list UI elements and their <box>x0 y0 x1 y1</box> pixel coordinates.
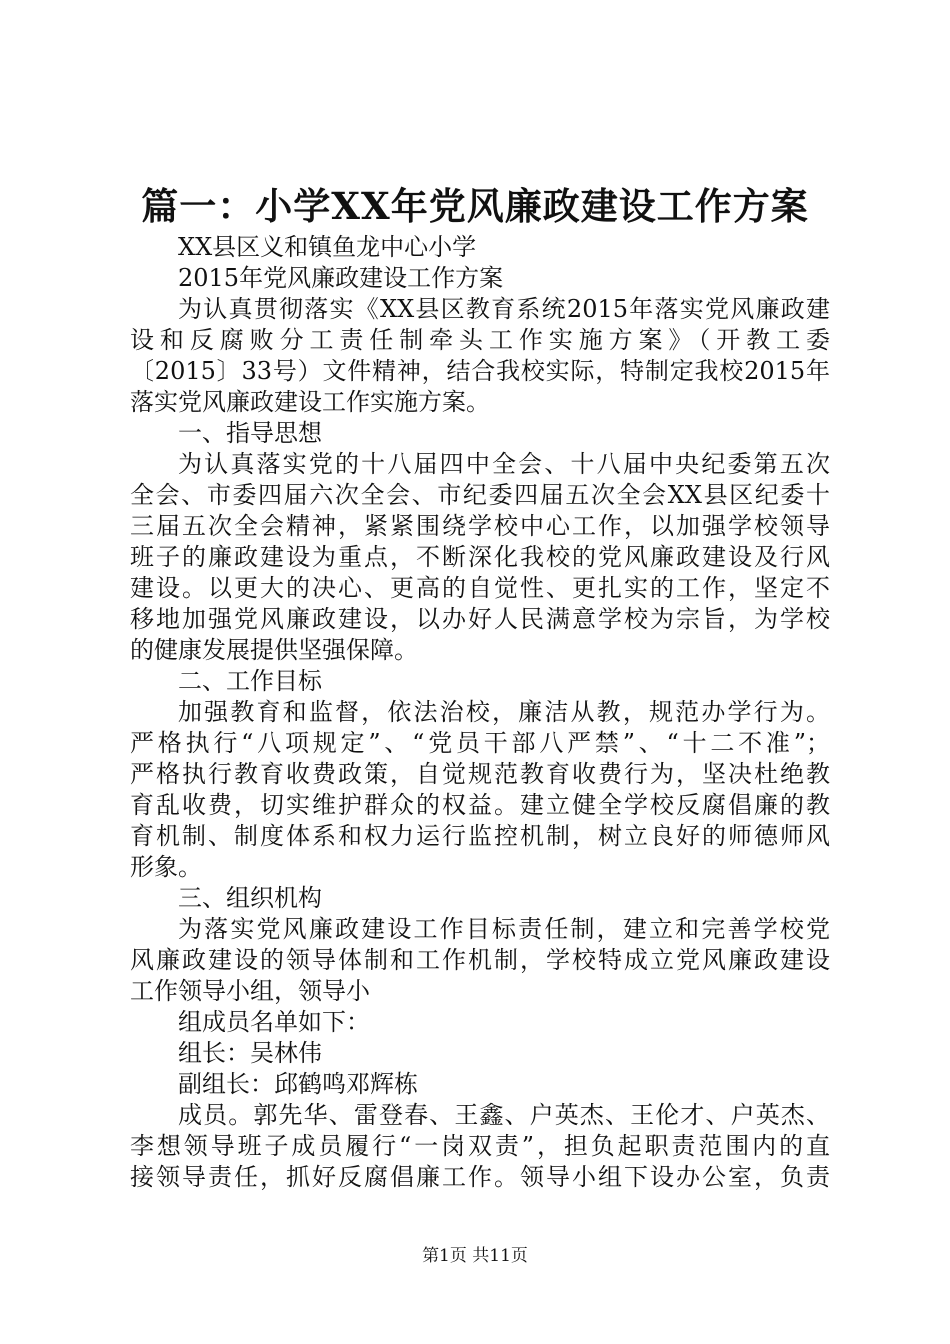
paragraph-line: 移地加强党风廉政建设，以办好人民满意学校为宗旨，为学校 <box>130 605 830 633</box>
document-title: 篇一：小学XX年党风廉政建设工作方案 <box>141 184 809 228</box>
paragraph-line: 班子的廉政建设为重点，不断深化我校的党风廉政建设及行风 <box>130 543 830 571</box>
paragraph-line: 建设。以更大的决心、更高的自觉性、更扎实的工作，坚定不 <box>130 574 830 602</box>
paragraph-line: 接领导责任，抓好反腐倡廉工作。领导小组下设办公室，负责 <box>130 1163 830 1191</box>
paragraph-line: 严格执行教育收费政策，自觉规范教育收费行为，坚决杜绝教 <box>130 760 830 788</box>
paragraph-line: 工作领导小组，领导小 <box>130 977 370 1005</box>
paragraph-line: 〔2015〕33号）文件精神，结合我校实际，特制定我校2015年 <box>130 357 830 385</box>
section-heading: 二、工作目标 <box>178 667 322 695</box>
paragraph-line: 落实党风廉政建设工作实施方案。 <box>130 388 490 416</box>
section-heading: 三、组织机构 <box>178 884 322 912</box>
document-body <box>130 232 830 1193</box>
deputy-leader-line: 副组长：邱鹤鸣邓辉栋 <box>178 1070 418 1098</box>
leader-line: 组长：吴林伟 <box>178 1039 322 1067</box>
paragraph-line: 加强教育和监督，依法治校，廉洁从教，规范办学行为。 <box>178 698 830 726</box>
paragraph-line: 组成员名单如下： <box>178 1008 370 1036</box>
paragraph-line: 育乱收费，切实维护群众的权益。建立健全学校反腐倡廉的教 <box>130 791 830 819</box>
paragraph-line: 为认真落实党的十八届四中全会、十八届中央纪委第五次 <box>178 450 830 478</box>
paragraph-line: 为认真贯彻落实《XX县区教育系统2015年落实党风廉政建 <box>178 295 830 323</box>
members-line: 成员。郭先华、雷登春、王鑫、户英杰、王伦才、户英杰、 <box>178 1101 830 1129</box>
paragraph-line: 全会、市委四届六次全会、市纪委四届五次全会XX县区纪委十 <box>130 481 830 509</box>
plan-title-line: 2015年党风廉政建设工作方案 <box>178 264 504 292</box>
paragraph-line: 形象。 <box>130 853 202 881</box>
paragraph-line: 设和反腐败分工责任制牵头工作实施方案》（开教工委 <box>130 326 830 354</box>
paragraph-line: 育机制、制度体系和权力运行监控机制，树立良好的师德师风 <box>130 822 830 850</box>
paragraph-line: 三届五次全会精神，紧紧围绕学校中心工作，以加强学校领导 <box>130 512 830 540</box>
paragraph-line: 李想领导班子成员履行“一岗双责”，担负起职责范围内的直 <box>130 1132 830 1160</box>
paragraph-line: 风廉政建设的领导体制和工作机制，学校特成立党风廉政建设 <box>130 946 830 974</box>
section-heading: 一、指导思想 <box>178 419 322 447</box>
paragraph-line: 为落实党风廉政建设工作目标责任制，建立和完善学校党 <box>178 915 830 943</box>
school-name-line: XX县区义和镇鱼龙中心小学 <box>178 233 477 261</box>
page-number: 第1页 共11页 <box>422 1246 528 1266</box>
paragraph-line: 的健康发展提供坚强保障。 <box>130 636 418 664</box>
paragraph-line: 严格执行“八项规定”、“党员干部八严禁”、“十二不准”； <box>130 729 830 757</box>
